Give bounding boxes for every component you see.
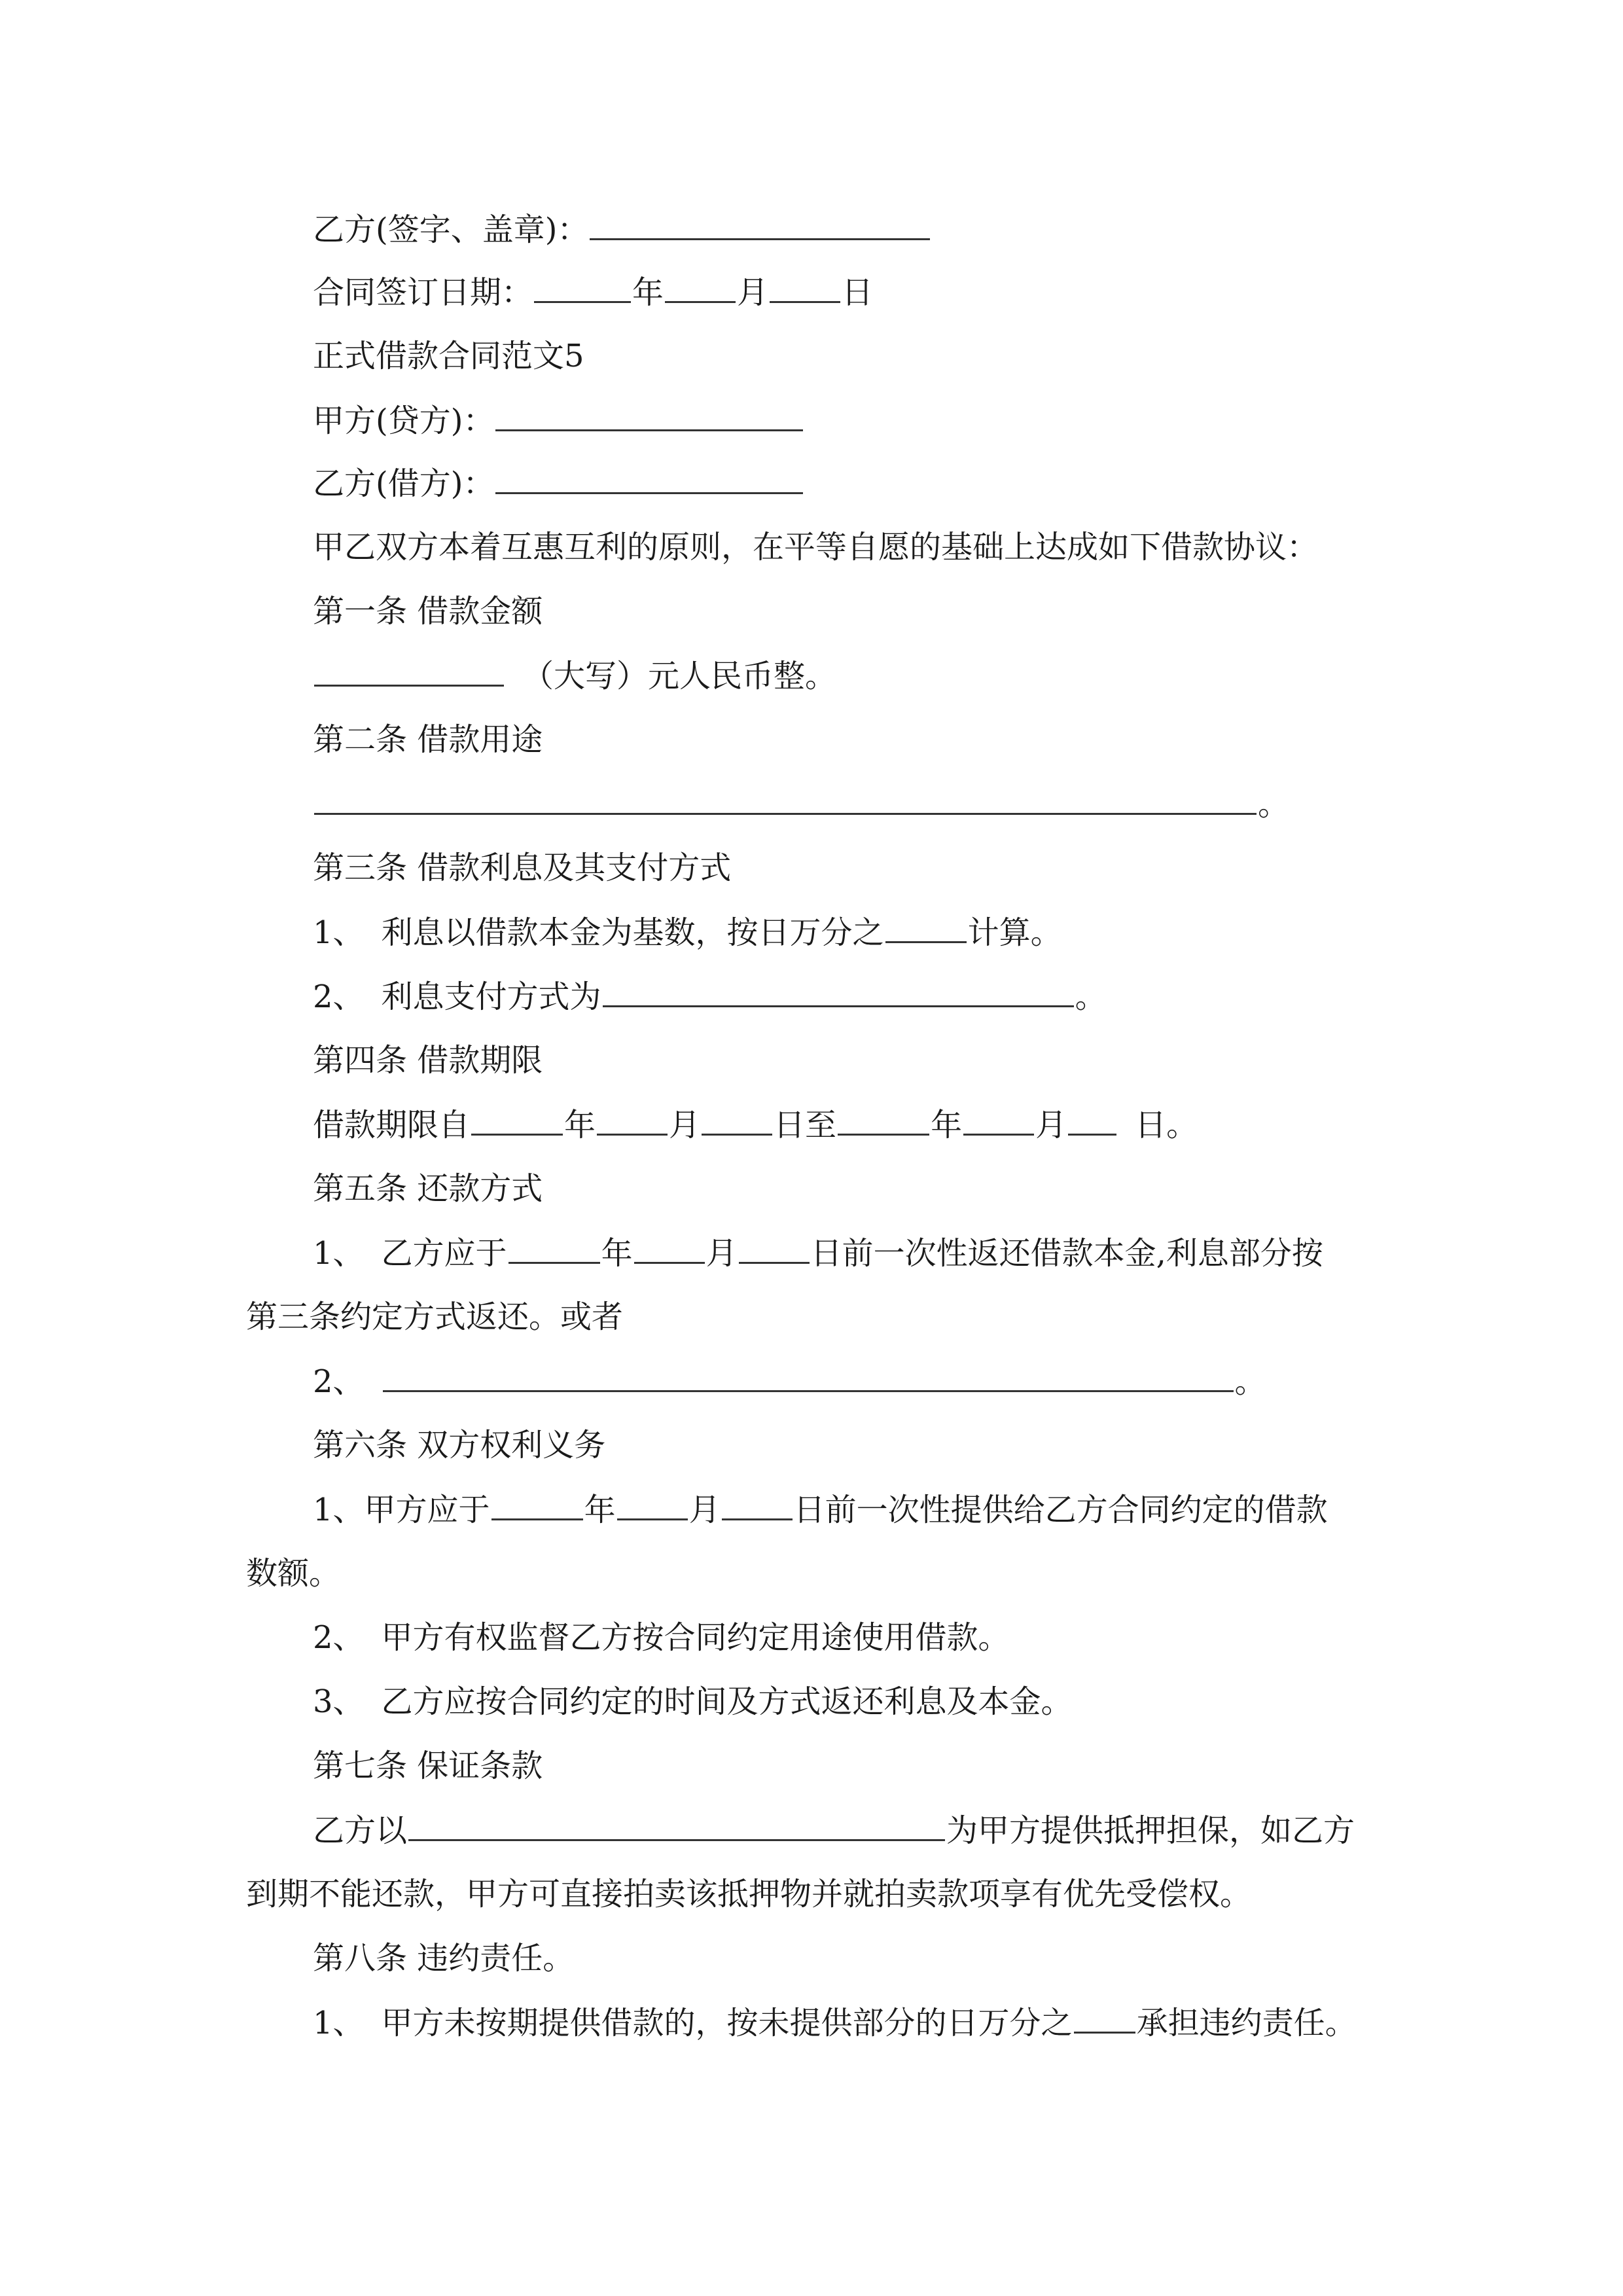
date-month-blank[interactable]: [665, 272, 736, 303]
party-b-borrower-line: [313, 463, 804, 503]
interest-payment-clause: [313, 977, 1107, 1016]
heading-text: 第一条 借款金额: [313, 593, 543, 630]
rights-clause-3: [313, 1682, 1073, 1721]
article-1-heading: [313, 592, 543, 631]
heading-text: 第二条 借款用途: [313, 721, 543, 758]
clause-text: 计算。: [967, 914, 1062, 951]
period-mark: 。: [1075, 978, 1107, 1015]
rights-clause-1: [313, 1490, 1328, 1530]
month-label: 月: [705, 1235, 738, 1272]
clause-text: 承担违约责任。: [1136, 2005, 1357, 2041]
agreement-intro: [313, 528, 1318, 567]
rights-clause-1-continued: [246, 1554, 340, 1593]
article-5-heading: [313, 1169, 543, 1208]
item-number: 2、: [313, 1619, 365, 1656]
item-number: 1、: [313, 1492, 365, 1528]
heading-text: 第五条 还款方式: [313, 1170, 543, 1207]
period-mark: 。: [1258, 786, 1290, 823]
clause-text: 乙方应于: [381, 1235, 507, 1272]
clause-text: 利息支付方式为: [381, 978, 601, 1015]
signature-blank[interactable]: [590, 209, 930, 240]
item-number: 1、: [313, 1235, 365, 1272]
day-to-label: 日至: [774, 1107, 837, 1143]
period-mark: 。: [1234, 1363, 1266, 1400]
clause-text: 乙方以: [313, 1812, 408, 1849]
clause-text: 为甲方提供抵押担保，如乙方: [946, 1812, 1355, 1849]
provide-year-blank[interactable]: [491, 1490, 583, 1520]
amount-text: （大写）元人民币整。: [522, 658, 837, 694]
clause-text: 到期不能还款，甲方可直接拍卖该抵押物并就拍卖款项享有优先受偿权。: [246, 1876, 1252, 1912]
year-label: 年: [564, 1107, 596, 1143]
repayment-clause-1: [313, 1233, 1323, 1273]
penalty-rate-blank[interactable]: [1074, 2003, 1135, 2034]
item-number: 3、: [313, 1683, 365, 1720]
end-day-blank[interactable]: [1068, 1105, 1116, 1136]
party-a-lender-line: [313, 401, 804, 440]
party-b-blank[interactable]: [495, 463, 803, 494]
party-b-label: 乙方(借方)：: [313, 465, 495, 502]
repay-year-blank[interactable]: [508, 1233, 600, 1264]
day-label: 日: [842, 274, 874, 311]
heading-text: 第六条 双方权利义务: [313, 1427, 606, 1463]
month-label: 月: [669, 1107, 701, 1143]
guarantee-clause-continued: [246, 1874, 1251, 1914]
article-4-heading: [313, 1041, 543, 1080]
term-label: 借款期限自: [313, 1107, 471, 1143]
end-month-blank[interactable]: [963, 1105, 1034, 1136]
day-label: 日。: [1135, 1107, 1198, 1143]
month-label: 月: [1035, 1107, 1067, 1143]
repay-month-blank[interactable]: [634, 1233, 705, 1264]
clause-text: 甲方有权监督乙方按合同约定用途使用借款。: [381, 1619, 1010, 1656]
collateral-blank[interactable]: [408, 1810, 945, 1841]
year-label: 年: [632, 274, 664, 311]
clause-text: 乙方应按合同约定的时间及方式返还利息及本金。: [381, 1683, 1073, 1720]
month-label: 月: [688, 1492, 721, 1528]
purpose-blank[interactable]: [314, 784, 1257, 815]
repayment-clause-2: [313, 1361, 1266, 1401]
breach-clause-1: [313, 2003, 1357, 2043]
clause-text: 甲方应于: [364, 1492, 490, 1528]
clause-text: 利息以借款本金为基数，按日万分之: [381, 914, 884, 951]
item-number: 1、: [313, 914, 365, 951]
item-number: 2、: [313, 1363, 365, 1400]
month-label: 月: [737, 274, 769, 311]
start-month-blank[interactable]: [597, 1105, 668, 1136]
item-number: 2、: [313, 978, 365, 1015]
contract-date-line: [313, 272, 873, 312]
clause-text: 日前一次性返还借款本金,利息部分按: [810, 1235, 1323, 1272]
repay-day-blank[interactable]: [739, 1233, 810, 1264]
document-title: [313, 336, 584, 376]
loan-amount-line: [313, 656, 836, 696]
interest-rate-clause: [313, 912, 1062, 952]
intro-text: 甲乙双方本着互惠互利的原则，在平等自愿的基础上达成如下借款协议：: [313, 529, 1319, 565]
year-label: 年: [584, 1492, 616, 1528]
repayment-clause-1-continued: [246, 1297, 623, 1336]
article-6-heading: [313, 1426, 605, 1465]
date-day-blank[interactable]: [770, 272, 840, 303]
clause-text: 日前一次性提供给乙方合同约定的借款: [793, 1492, 1328, 1528]
heading-text: 第七条 保证条款: [313, 1748, 543, 1784]
clause-text: 甲方未按期提供借款的，按未提供部分的日万分之: [381, 2005, 1073, 2041]
end-year-blank[interactable]: [838, 1105, 929, 1136]
heading-text: 第八条 违约责任。: [313, 1940, 575, 1977]
heading-text: 第四条 借款期限: [313, 1042, 543, 1079]
loan-term-line: [313, 1105, 1198, 1145]
payment-method-blank[interactable]: [603, 977, 1074, 1007]
year-label: 年: [931, 1107, 963, 1143]
party-b-signature-line: [313, 209, 931, 249]
provide-month-blank[interactable]: [617, 1490, 688, 1520]
year-label: 年: [601, 1235, 633, 1272]
rights-clause-2: [313, 1618, 1010, 1657]
party-a-label: 甲方(贷方)：: [313, 403, 495, 439]
article-3-heading: [313, 848, 731, 888]
item-number: 1、: [313, 2005, 365, 2041]
guarantee-clause: [313, 1810, 1355, 1850]
title-text: 正式借款合同范文5: [313, 338, 584, 374]
party-b-signature-label: 乙方(签字、盖章)：: [313, 211, 589, 248]
date-year-blank[interactable]: [534, 272, 631, 303]
loan-purpose-line: [313, 784, 1289, 824]
contract-date-label: 合同签订日期：: [313, 274, 533, 311]
start-year-blank[interactable]: [471, 1105, 563, 1136]
start-day-blank[interactable]: [702, 1105, 772, 1136]
heading-text: 第三条 借款利息及其支付方式: [313, 850, 732, 886]
rate-blank[interactable]: [885, 912, 967, 943]
article-2-heading: [313, 720, 543, 759]
clause-text: 数额。: [246, 1555, 341, 1592]
provide-day-blank[interactable]: [722, 1490, 793, 1520]
clause-text: 第三条约定方式返还。或者: [246, 1299, 624, 1335]
article-7-heading: [313, 1746, 543, 1785]
alternative-repayment-blank[interactable]: [383, 1361, 1234, 1392]
article-8-heading: [313, 1939, 574, 1978]
amount-blank[interactable]: [314, 656, 504, 687]
party-a-blank[interactable]: [495, 401, 803, 431]
